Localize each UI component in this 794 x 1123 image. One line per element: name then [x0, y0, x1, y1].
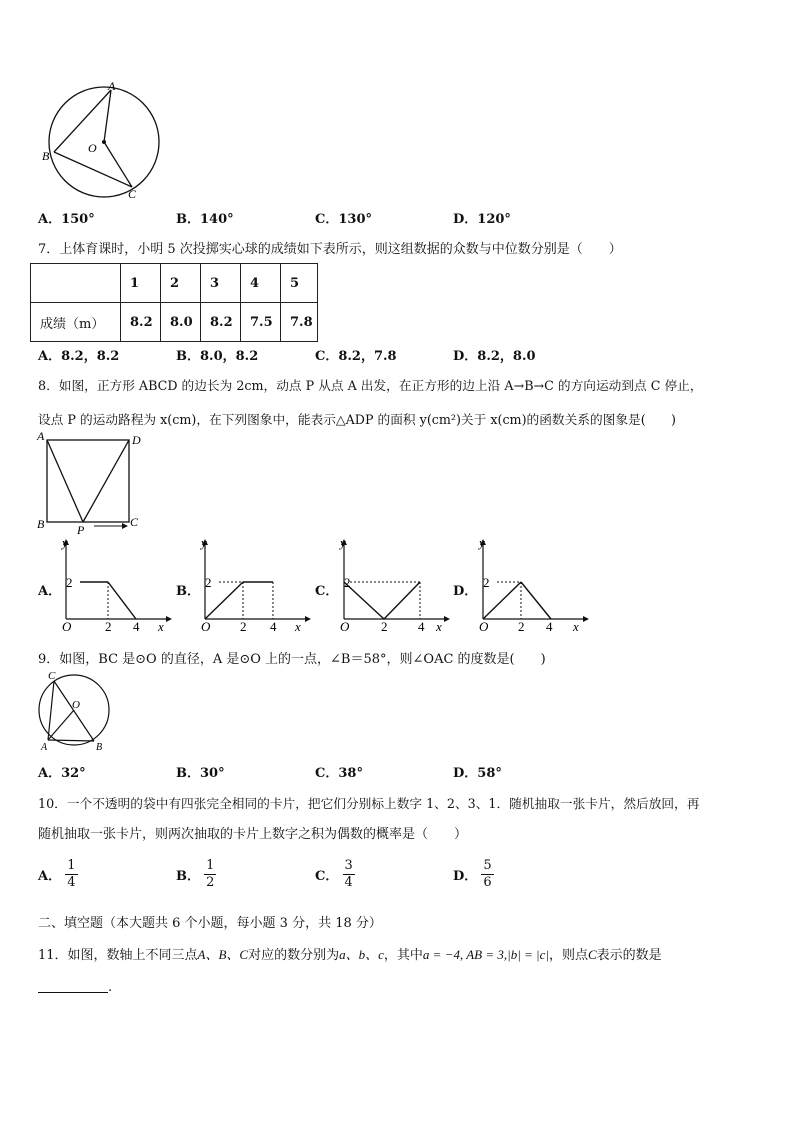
q6-option-c: C．130° — [315, 212, 372, 227]
table-cell: 8.0 — [161, 303, 201, 342]
q8-graph-c — [336, 535, 451, 635]
svg-text:y: y — [62, 535, 68, 550]
arrow-right-icon — [305, 616, 311, 622]
q8-label-p: P — [77, 523, 85, 535]
table-cell: 7.8 — [281, 303, 318, 342]
q8-stem-line2: 设点 P 的运动路程为 x(cm)，在下列图象中，能表示△ADP 的面积 y(cm²)关于 x(cm)的函数关系的图象是( ) — [38, 412, 676, 427]
q8-square-figure — [36, 430, 151, 535]
q10-option-d: D． $\frac{5}{6}$ — [453, 858, 492, 890]
q9-circle-figure — [36, 670, 116, 754]
q6-option-d: D．120° — [453, 212, 511, 227]
svg-text:4: 4 — [418, 619, 425, 634]
q8-label-c: C — [130, 515, 139, 529]
svg-text:O: O — [479, 619, 489, 634]
q10-option-a: A． $\frac{1}{4}$ — [38, 858, 76, 890]
svg-text:x: x — [295, 619, 301, 634]
q7-option-a: A．8.2，8.2 — [38, 349, 120, 364]
q6-option-b: B．140° — [176, 212, 234, 227]
svg-text:x: x — [436, 619, 442, 634]
q6-segment-oa — [104, 90, 111, 142]
fraction: $\frac{1}{4}$ — [67, 858, 76, 890]
svg-text:A: A — [41, 742, 48, 753]
table-cell: 7.5 — [241, 303, 281, 342]
table-cell: 3 — [201, 264, 241, 303]
svg-text:4: 4 — [270, 619, 277, 634]
svg-text:2: 2 — [66, 575, 73, 590]
svg-text:2: 2 — [240, 619, 247, 634]
q10-stem-line1: 10．一个不透明的袋中有四张完全相同的卡片，把它们分别标上数字 1、2、3、1．随机抽取一张卡片，然后放回，再 — [38, 796, 700, 811]
table-cell: 8.2 — [201, 303, 241, 342]
q8-segment-ap — [47, 440, 83, 522]
q8-label-d: D — [132, 433, 141, 447]
q8-stem-line1: 8．如图，正方形 ABCD 的边长为 2cm，动点 P 从点 A 出发，在正方形的边上沿 A→B→C 的方向运动到点 C 停止， — [38, 378, 703, 393]
q9-option-c: C．38° — [315, 766, 363, 781]
q7-option-d: D．8.2，8.0 — [453, 349, 536, 364]
q8-graph-d — [475, 535, 590, 635]
svg-text:O: O — [72, 699, 80, 711]
q6-option-a: A．150° — [38, 212, 95, 227]
svg-text:O: O — [340, 619, 350, 634]
q7-score-table — [30, 263, 318, 342]
arrow-right-icon — [166, 616, 172, 622]
q7-stem: 7．上体育课时，小明 5 次投掷实心球的成绩如下表所示，则这组数据的众数与中位数分别是（ ） — [38, 242, 622, 257]
q9-stem: 9．如图，BC 是⊙O 的直径，A 是⊙O 上的一点，∠B＝58°，则∠OAC 的度数是( ) — [38, 652, 546, 667]
svg-text:2: 2 — [105, 619, 112, 634]
arrow-right-icon — [444, 616, 450, 622]
q7-option-b: B．8.0，8.2 — [176, 349, 259, 364]
svg-text:C: C — [48, 670, 56, 682]
svg-text:O: O — [201, 619, 211, 634]
fraction: $\frac{5}{6}$ — [483, 858, 492, 890]
table-row — [31, 303, 318, 342]
q6-label-o: O — [88, 141, 97, 155]
table-cell: 8.2 — [121, 303, 161, 342]
q7-option-c: C．8.2，7.8 — [315, 349, 397, 364]
table-cell: 成绩（m） — [31, 303, 121, 342]
table-row — [31, 264, 318, 303]
fraction: $\frac{3}{4}$ — [344, 858, 353, 890]
svg-text:2: 2 — [483, 575, 490, 590]
svg-text:x: x — [158, 619, 164, 634]
svg-text:x: x — [573, 619, 579, 634]
q11-answer-blank[interactable] — [38, 992, 108, 993]
table-cell: 5 — [281, 264, 318, 303]
q10-option-c: C． $\frac{3}{4}$ — [315, 858, 353, 890]
svg-text:2: 2 — [518, 619, 525, 634]
q8-graph-a — [58, 535, 173, 635]
q8-option-a: A． — [38, 584, 62, 599]
q8-graph-b — [197, 535, 312, 635]
q6-label-c: C — [128, 187, 137, 201]
q8-option-c: C． — [315, 584, 339, 599]
q6-label-b: B — [42, 149, 50, 163]
q10-stem-line2: 随机抽取一张卡片，则两次抽取的卡片上数字之积为偶数的概率是（ ） — [38, 827, 468, 842]
arrow-right-icon — [583, 616, 589, 622]
q6-center-dot — [102, 140, 106, 144]
svg-text:y: y — [201, 535, 207, 550]
q9-option-a: A．32° — [38, 766, 86, 781]
q10-option-b: B． $\frac{1}{2}$ — [176, 858, 215, 890]
q8-label-a: A — [37, 430, 45, 443]
table-cell: 2 — [161, 264, 201, 303]
table-cell — [31, 264, 121, 303]
q6-label-a: A — [108, 80, 116, 93]
q8-square — [47, 440, 129, 522]
svg-text:y: y — [340, 535, 346, 550]
svg-text:B: B — [96, 742, 103, 753]
q9-option-d: D．58° — [453, 766, 502, 781]
q8-option-d: D． — [453, 584, 478, 599]
arrow-right-icon — [122, 523, 128, 529]
q9-option-b: B．30° — [176, 766, 225, 781]
svg-text:y: y — [479, 535, 485, 550]
svg-text:4: 4 — [546, 619, 553, 634]
svg-text:2: 2 — [205, 575, 212, 590]
table-cell: 4 — [241, 264, 281, 303]
section-heading-fill-in: 二、填空题（本大题共 6 个小题，每小题 3 分，共 18 分） — [38, 916, 382, 931]
q11-stem: 11．如图，数轴上不同三点A、B、C对应的数分别为a、b、c，其中a = −4, AB = 3,|b| = |c|，则点C表示的数是 — [38, 947, 662, 963]
q8-segment-dp — [83, 440, 129, 522]
q11-blank-end: . — [108, 980, 113, 995]
svg-text:2: 2 — [381, 619, 388, 634]
q6-circle-figure — [38, 80, 168, 205]
svg-text:2: 2 — [344, 575, 351, 590]
q8-option-b: B． — [176, 584, 200, 599]
table-cell: 1 — [121, 264, 161, 303]
svg-text:O: O — [62, 619, 72, 634]
q8-label-b: B — [37, 517, 45, 531]
fraction: $\frac{1}{2}$ — [206, 858, 215, 890]
svg-text:4: 4 — [133, 619, 140, 634]
